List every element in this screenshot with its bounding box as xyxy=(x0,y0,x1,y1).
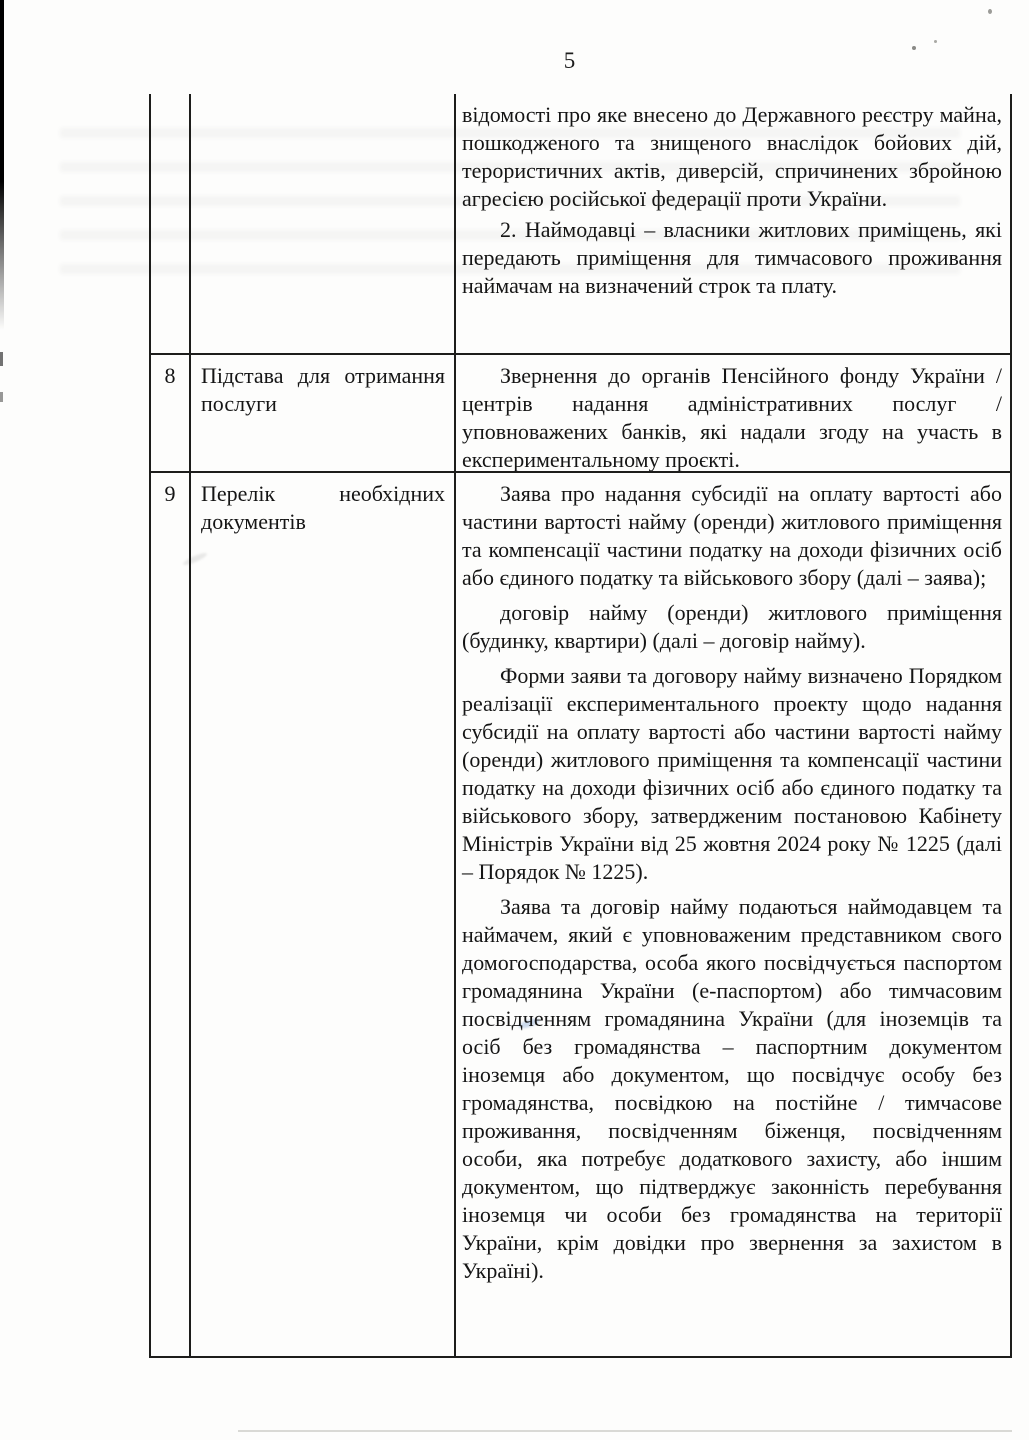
paragraph: Форми заяви та договору найму визначено Порядком реалізації експериментального проекту щодо надання субсидії на оплату вартості або частини вартості найму (оренди) житлового приміщення та компенсації частини податку на доходи фізичних осіб або єдиного податку та військового збору, затвердженим постановою Кабінету Міністрів України від 25 жовтня 2024 року № 1225 (далі – Порядок № 1225). xyxy=(462,663,1002,884)
scan-edge-artifact xyxy=(0,352,3,366)
row-content-cell xyxy=(456,473,1010,1356)
row-number-cell: 9 xyxy=(151,473,191,1356)
table-row-continuation xyxy=(151,94,1010,355)
row-label-cell xyxy=(191,94,456,353)
paragraph: Заява та договір найму подаються наймодавцем та наймачем, який є уповноваженим представником свого домогосподарства, особа якого посвідчується паспортом громадянина України (е-паспортом) або тимчасовим посвідченням громадянина України (для іноземців та осіб без громадянства – паспортним документом іноземця або документом, що посвідчує особу без громадянства, посвідкою на постійне / тимчасове проживання, посвідченням біженця, посвідченням особи, яка потребує додаткового захисту, або іншим документом, що підтверджує законність перебування іноземця чи особи без громадянства на території України, крім довідки про звернення за захистом в Україні). xyxy=(462,894,1002,1283)
paragraph: відомості про яке внесено до Державного реєстру майна, пошкодженого та знищеного внаслідок бойових дій, терористичних актів, диверсій, спричинених збройною агресією російської федерації проти України. xyxy=(462,102,1002,211)
paragraph: Заява про надання субсидії на оплату вартості або частини вартості найму (оренди) житлового приміщення та компенсації частини податку на доходи фізичних осіб або єдиного податку та військового збору (далі – заява); xyxy=(462,481,1002,590)
table-row-8 xyxy=(151,355,1010,473)
service-description-table xyxy=(149,94,1012,1358)
row-label-cell: Перелік необхідних документів xyxy=(191,473,456,1356)
row-number-cell xyxy=(151,94,191,353)
paragraph: договір найму (оренди) житлового приміщення (будинку, квартири) (далі – договір найму). xyxy=(462,600,1002,653)
row-number-cell: 8 xyxy=(151,355,191,471)
scan-speck xyxy=(934,40,937,43)
scan-fold-line xyxy=(238,1430,1012,1432)
paragraph: 2. Наймодавці – власники житлових приміщень, які передають приміщення для тимчасового проживання наймачам на визначений строк та плату. xyxy=(462,217,1002,298)
row-content-cell xyxy=(456,355,1010,471)
scan-edge-artifact xyxy=(0,392,3,402)
page-number: 5 xyxy=(563,48,577,73)
table-row-9 xyxy=(151,473,1010,1358)
scan-speck xyxy=(988,9,992,14)
row-label-cell: Підстава для отримання послуги xyxy=(191,355,456,471)
paragraph: Звернення до органів Пенсійного фонду України / центрів надання адміністративних послуг / уповноважених банків, які надали згоду на участь в експериментальному проєкті. xyxy=(462,363,1002,471)
row-content-cell xyxy=(456,94,1010,353)
